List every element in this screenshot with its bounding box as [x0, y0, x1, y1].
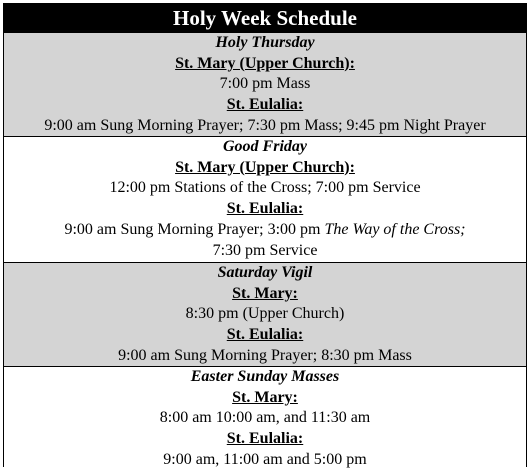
location-heading: St. Mary:: [232, 284, 298, 302]
schedule-title: Holy Week Schedule: [4, 4, 526, 32]
location-heading: St. Mary:: [232, 388, 298, 406]
day-heading: Good Friday: [223, 138, 307, 155]
location-heading: St. Eulalia:: [226, 430, 304, 448]
location-heading: St. Eulalia:: [226, 96, 304, 114]
schedule-line: 8:00 am 10:00 am, and 11:30 am: [159, 409, 371, 427]
day-heading: Holy Thursday: [215, 34, 315, 51]
schedule-line: 9:00 am, 11:00 am and 5:00 pm: [163, 450, 367, 468]
location-heading: St. Eulalia:: [226, 326, 304, 344]
day-block-holy-thursday: [4, 32, 526, 136]
schedule-line: 7:30 pm Service: [212, 241, 318, 259]
schedule-line: 7:00 pm Mass: [219, 75, 311, 93]
day-block-good-friday: [4, 136, 526, 262]
schedule-line: 12:00 pm Stations of the Cross; 7:00 pm Service: [109, 179, 421, 197]
holy-week-schedule-table: [3, 3, 527, 467]
schedule-line: 9:00 am Sung Morning Prayer; 8:30 pm Mass: [118, 346, 412, 364]
day-heading: Saturday Vigil: [217, 264, 313, 281]
location-heading: St. Eulalia:: [226, 200, 304, 218]
schedule-line: [4, 220, 526, 241]
location-heading: St. Mary (Upper Church):: [175, 54, 355, 72]
day-heading: Easter Sunday Masses: [190, 368, 340, 385]
service-title: The Way of the Cross;: [324, 220, 466, 238]
day-block-saturday-vigil: [4, 262, 526, 366]
schedule-line: 8:30 pm (Upper Church): [185, 305, 345, 323]
schedule-text: 9:00 am Sung Morning Prayer; 3:00 pm: [64, 220, 325, 238]
location-heading: St. Mary (Upper Church):: [175, 158, 355, 176]
schedule-line: 9:00 am Sung Morning Prayer; 7:30 pm Mass; 9:45 pm Night Prayer: [44, 116, 486, 134]
day-block-easter-sunday: [4, 366, 526, 470]
